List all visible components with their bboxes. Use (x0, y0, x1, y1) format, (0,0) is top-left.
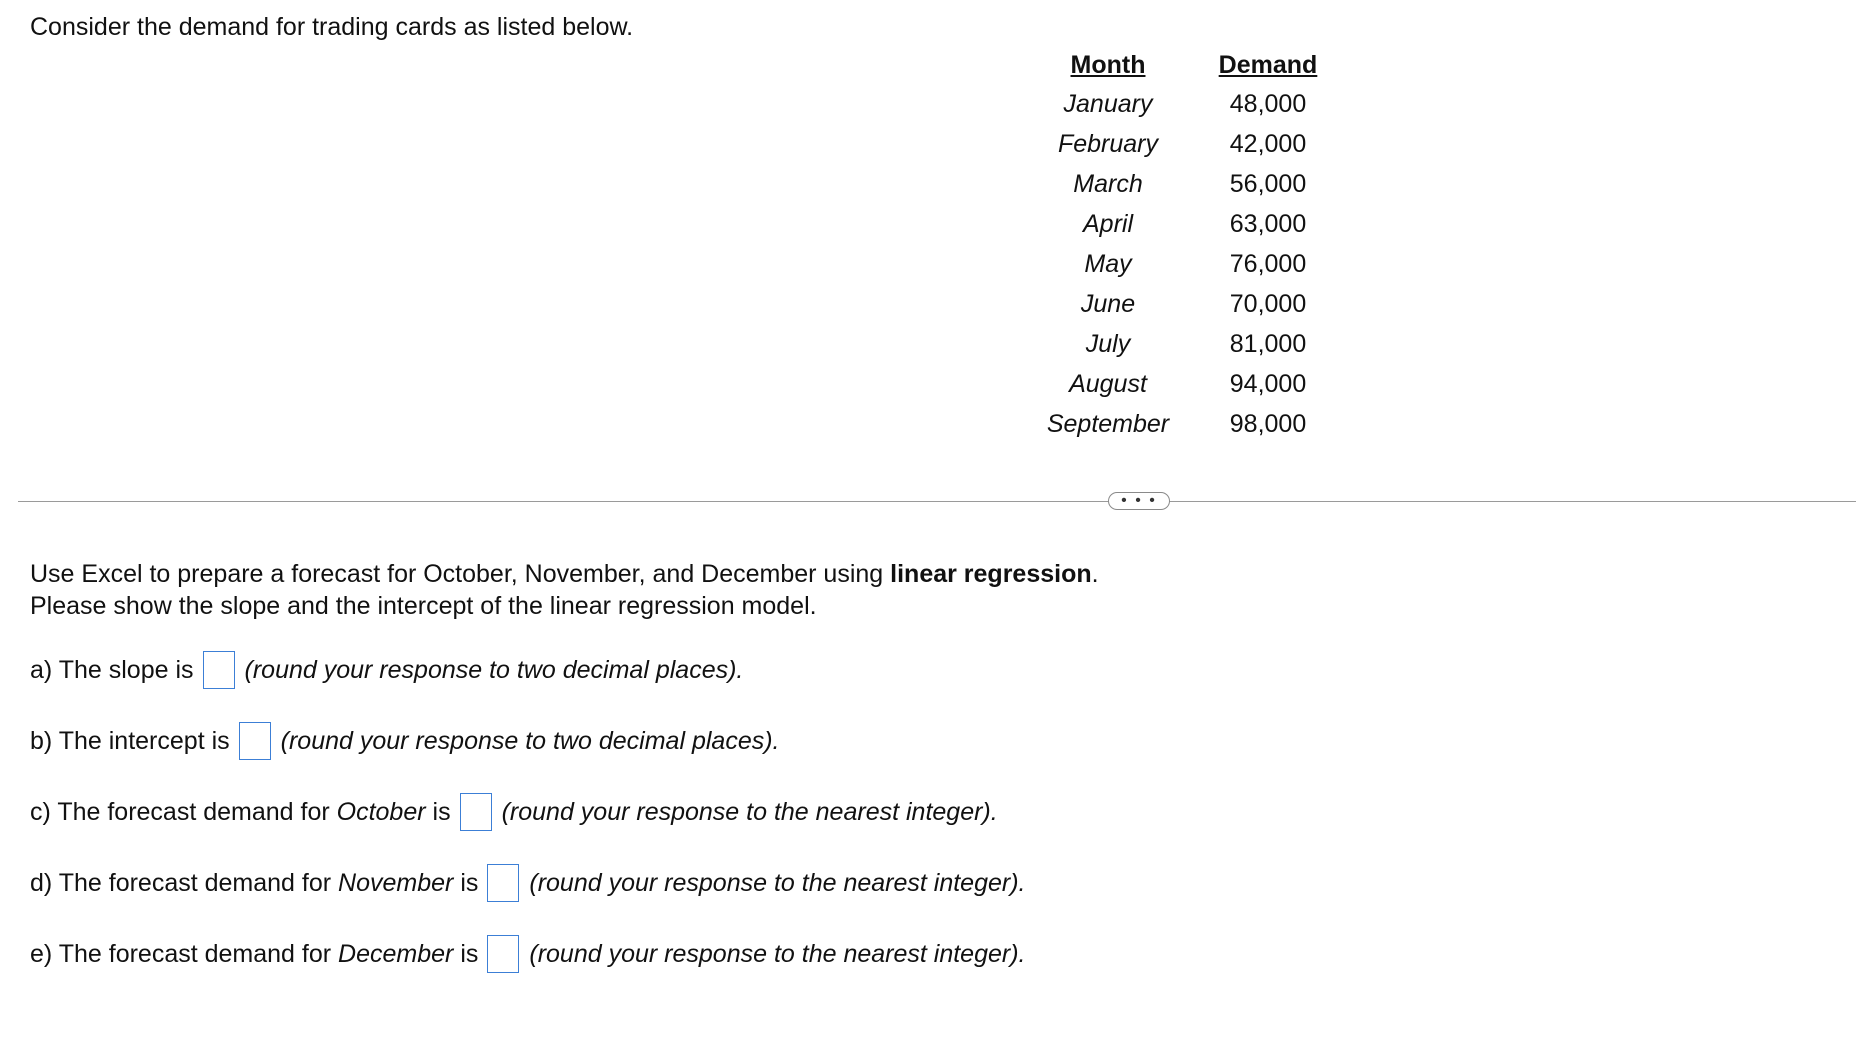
table-row (1024, 124, 1344, 164)
demand-cell: 48,000 (1229, 89, 1307, 118)
instructions (30, 558, 1099, 622)
question-d (30, 864, 1026, 902)
month-header: Month (1070, 50, 1146, 79)
demand-cell: 94,000 (1229, 369, 1307, 398)
table-header-row (1024, 46, 1344, 84)
question-d-month: November (338, 868, 454, 897)
question-c (30, 793, 998, 831)
question-b-hint: (round your response to two decimal places). (280, 726, 780, 755)
december-forecast-input[interactable] (487, 935, 519, 973)
demand-header: Demand (1218, 50, 1318, 79)
month-cell: April (1082, 209, 1133, 238)
question-a-label: a) The slope is (30, 655, 194, 684)
table-row (1024, 404, 1344, 444)
question-e-label: e) The forecast demand for December is (30, 939, 479, 968)
question-c-label: c) The forecast demand for October is (30, 797, 451, 826)
demand-cell: 70,000 (1229, 289, 1307, 318)
demand-cell: 81,000 (1229, 329, 1307, 358)
month-cell: March (1073, 169, 1143, 198)
ellipsis-icon: • • • (1121, 492, 1157, 509)
month-cell: July (1085, 329, 1131, 358)
question-d-hint: (round your response to the nearest integer). (529, 868, 1026, 897)
question-e-hint: (round your response to the nearest integer). (529, 939, 1026, 968)
expand-more-button[interactable] (1108, 492, 1170, 510)
question-e (30, 935, 1026, 973)
month-cell: May (1084, 249, 1132, 278)
instructions-line2: Please show the slope and the intercept of the linear regression model. (30, 592, 817, 620)
slope-input[interactable] (203, 651, 235, 689)
month-cell: January (1063, 89, 1153, 118)
table-row (1024, 164, 1344, 204)
instructions-bold-term: linear regression (890, 560, 1092, 588)
october-forecast-input[interactable] (460, 793, 492, 831)
november-forecast-input[interactable] (487, 864, 519, 902)
intro-text: Consider the demand for trading cards as listed below. (30, 13, 634, 41)
table-row (1024, 364, 1344, 404)
question-b-label: b) The intercept is (30, 726, 230, 755)
demand-cell: 98,000 (1229, 409, 1307, 438)
table-row (1024, 244, 1344, 284)
instructions-line1-suffix: . (1091, 560, 1099, 588)
question-a (30, 651, 743, 689)
question-c-month: October (336, 797, 426, 826)
question-a-hint: (round your response to two decimal places). (244, 655, 744, 684)
intercept-input[interactable] (239, 722, 271, 760)
question-e-month: December (338, 939, 454, 968)
section-divider (18, 501, 1856, 502)
question-b (30, 722, 780, 760)
table-row (1024, 324, 1344, 364)
table-row (1024, 284, 1344, 324)
demand-table (1024, 46, 1344, 444)
question-d-label: d) The forecast demand for November is (30, 868, 479, 897)
month-cell: June (1080, 289, 1136, 318)
table-row (1024, 84, 1344, 124)
demand-cell: 42,000 (1229, 129, 1307, 158)
table-row (1024, 204, 1344, 244)
month-cell: September (1046, 409, 1170, 438)
demand-cell: 76,000 (1229, 249, 1307, 278)
demand-cell: 63,000 (1229, 209, 1307, 238)
instructions-line1-prefix: Use Excel to prepare a forecast for October, November, and December using (30, 560, 891, 588)
question-c-hint: (round your response to the nearest integer). (501, 797, 998, 826)
month-cell: August (1069, 369, 1147, 398)
demand-cell: 56,000 (1229, 169, 1307, 198)
month-cell: February (1057, 129, 1159, 158)
